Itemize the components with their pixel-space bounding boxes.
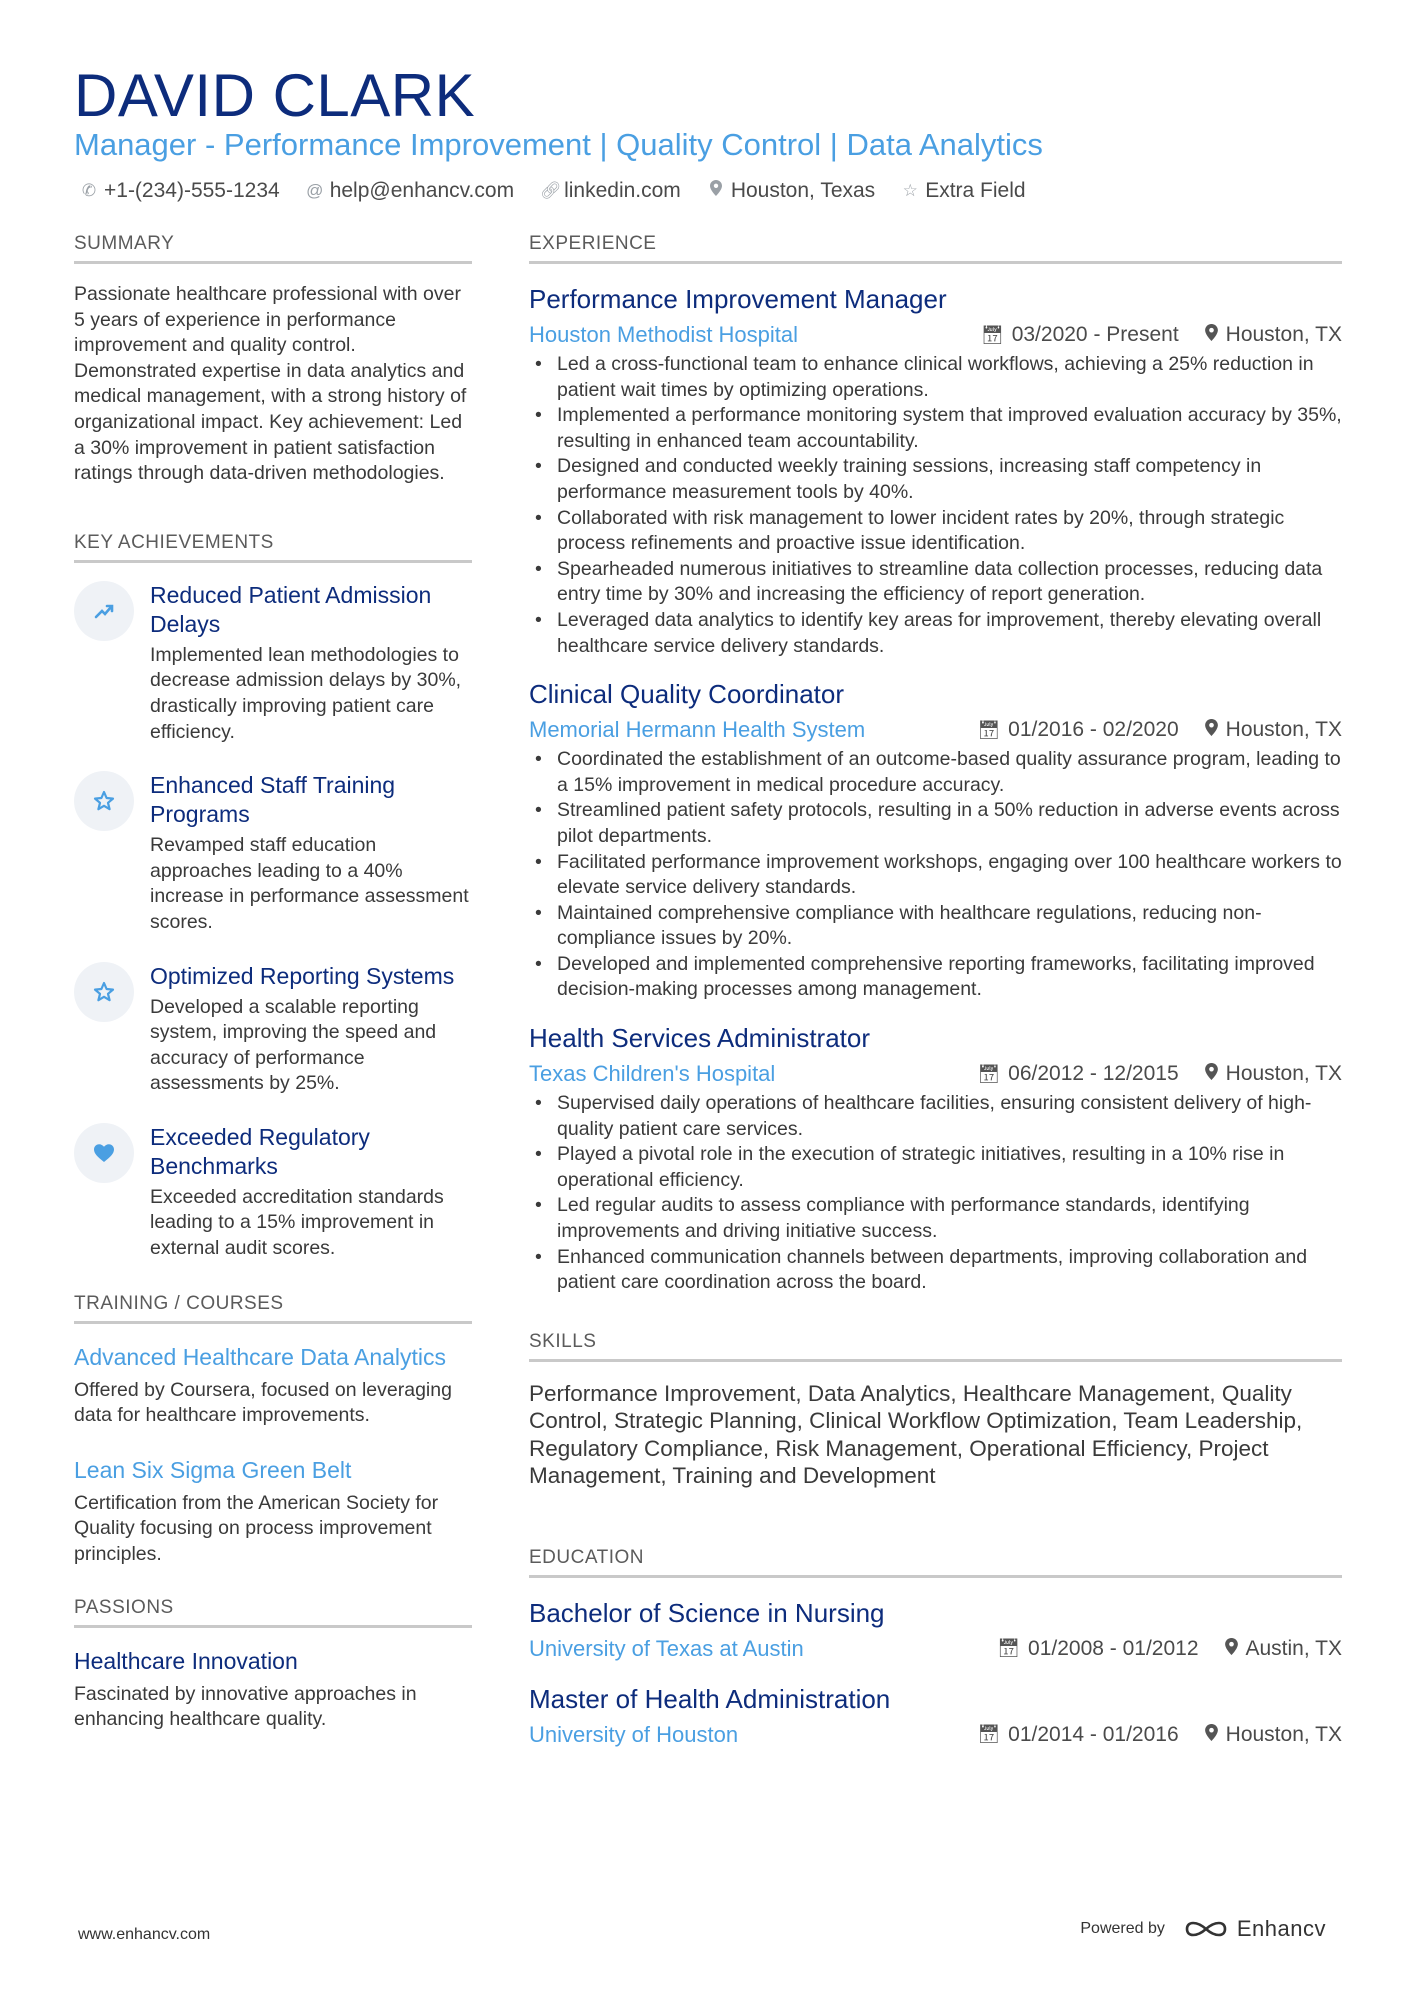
training-section <box>74 1292 472 1568</box>
job-dates: 01/2016 - 02/2020 <box>1008 718 1179 742</box>
job-company: Texas Children's Hospital <box>529 1061 776 1087</box>
location-pin-icon <box>1205 324 1218 346</box>
job-title: Health Services Administrator <box>529 1023 871 1054</box>
edu-dates: 01/2008 - 01/2012 <box>1028 1636 1199 1660</box>
footer-branding <box>1080 1916 1326 1942</box>
location-pin-icon <box>1205 1063 1218 1085</box>
bullet-item: • Designed and conducted weekly training sessions, increasing staff competency in performance measurement tools by 40%. <box>557 454 1342 505</box>
achievements-heading: KEY ACHIEVEMENTS <box>74 531 472 563</box>
bullet-item: • Facilitated performance improvement workshops, engaging over 100 healthcare workers to elevate service delivery standards. <box>557 850 1342 901</box>
bullet-item: • Developed and implemented comprehensive reporting frameworks, facilitating improved decision-making processes among management. <box>557 952 1342 1003</box>
bullet-item: • Leveraged data analytics to identify key areas for improvement, thereby elevating overall healthcare service delivery standards. <box>557 608 1342 659</box>
achievement-title: Enhanced Staff Training Programs <box>150 772 396 828</box>
bullet-item: • Spearheaded numerous initiatives to streamline data collection processes, reducing data entry time by 30% and increasing the efficiency of report generation. <box>557 557 1342 608</box>
job-dates: 06/2012 - 12/2015 <box>1008 1062 1179 1086</box>
contact-email[interactable]: @ help@enhancv.com <box>306 176 514 206</box>
infinity-logo-icon <box>1183 1917 1229 1941</box>
location-pin-icon <box>1205 1724 1218 1746</box>
job-bullets <box>529 1091 1342 1296</box>
passion-text: Fascinated by innovative approaches in enhancing healthcare quality. <box>74 1682 417 1731</box>
job-entry <box>529 677 1342 1003</box>
heart-icon <box>74 1123 134 1183</box>
summary-section <box>74 232 472 487</box>
calendar-icon: 📅︎ <box>977 1063 1001 1084</box>
bullet-item: • Supervised daily operations of healthcare facilities, ensuring consistent delivery of high-quality patient care services. <box>557 1091 1342 1142</box>
skills-heading: SKILLS <box>529 1330 1342 1362</box>
job-location: Houston, TX <box>1225 1062 1342 1086</box>
summary-heading: SUMMARY <box>74 232 472 264</box>
education-heading: EDUCATION <box>529 1546 1342 1578</box>
course-item <box>74 1342 472 1429</box>
achievement-item <box>74 581 472 745</box>
achievements-section <box>74 531 472 1262</box>
link-icon: 🔗︎ <box>540 181 562 200</box>
training-heading: TRAINING / COURSES <box>74 1292 472 1324</box>
contact-bar <box>80 176 1026 206</box>
course-title: Advanced Healthcare Data Analytics <box>74 1343 447 1370</box>
bullet-item: • Streamlined patient safety protocols, resulting in a 50% reduction in adverse events across pilot departments. <box>557 798 1342 849</box>
course-item <box>74 1455 472 1568</box>
star-icon <box>74 771 134 831</box>
location-pin-icon <box>1205 719 1218 741</box>
phone-icon: ✆ <box>81 181 97 200</box>
bullet-item: • Played a pivotal role in the execution of strategic initiatives, resulting in a 10% rise in operational efficiency. <box>557 1142 1342 1193</box>
job-title: Performance Improvement Manager <box>529 284 947 314</box>
experience-section <box>529 232 1342 1296</box>
contact-phone[interactable]: ✆ +1-(234)-555-1234 <box>80 176 280 206</box>
passion-title: Healthcare Innovation <box>74 1647 298 1674</box>
achievement-title: Exceeded Regulatory Benchmarks <box>150 1123 370 1179</box>
bullet-item: • Coordinated the establishment of an outcome-based quality assurance program, leading to a 15% improvement in medical procedure accuracy. <box>557 747 1342 798</box>
course-text: Certification from the American Society for Quality focusing on process improvement principles. <box>74 1491 439 1566</box>
bullet-item: • Implemented a performance monitoring system that improved evaluation accuracy by 35%, resulting in enhanced team accountability. <box>557 403 1342 454</box>
achievement-title: Reduced Patient Admission Delays <box>150 581 432 637</box>
job-entry <box>529 282 1342 659</box>
location-pin-icon <box>1225 1638 1238 1660</box>
degree-title: Master of Health Administration <box>529 1683 891 1714</box>
calendar-icon: 📅︎ <box>977 719 1001 740</box>
passions-section <box>74 1596 472 1733</box>
course-title: Lean Six Sigma Green Belt <box>74 1456 352 1483</box>
job-entry <box>529 1021 1342 1296</box>
contact-extra: ☆ Extra Field <box>901 176 1025 206</box>
bullet-item: • Led regular audits to assess compliance with performance standards, identifying improvements and driving initiative success. <box>557 1193 1342 1244</box>
edu-location: Austin, TX <box>1245 1636 1342 1660</box>
job-location: Houston, TX <box>1225 718 1342 742</box>
star-outline-icon: ☆ <box>902 181 918 200</box>
star-icon <box>74 962 134 1022</box>
experience-heading: EXPERIENCE <box>529 232 1342 264</box>
calendar-icon: 📅︎ <box>980 324 1004 345</box>
passions-heading: PASSIONS <box>74 1596 472 1628</box>
contact-linkedin[interactable]: 🔗︎ linkedin.com <box>540 176 681 206</box>
edu-location: Houston, TX <box>1225 1722 1342 1746</box>
achievement-title: Optimized Reporting Systems <box>150 962 455 989</box>
education-entry <box>529 1682 1342 1752</box>
school-name: University of Texas at Austin <box>529 1635 804 1661</box>
bullet-item: • Led a cross-functional team to enhance clinical workflows, achieving a 25% reduction in patient wait times by optimizing operations. <box>557 352 1342 403</box>
candidate-name: DAVID CLARK <box>74 62 476 129</box>
degree-title: Bachelor of Science in Nursing <box>529 1597 885 1628</box>
job-location: Houston, TX <box>1225 323 1342 346</box>
edu-dates: 01/2014 - 01/2016 <box>1008 1722 1179 1746</box>
bullet-item: • Collaborated with risk management to lower incident rates by 20%, through strategic process refinements and proactive issue identification. <box>557 506 1342 557</box>
powered-by-label: Powered by <box>1080 1920 1165 1937</box>
bullet-item: • Maintained comprehensive compliance with healthcare regulations, reducing non-compliance issues by 20%. <box>557 901 1342 952</box>
education-entry <box>529 1596 1342 1666</box>
left-column <box>74 232 472 1733</box>
job-dates: 03/2020 - Present <box>1011 323 1179 346</box>
course-text: Offered by Coursera, focused on leveraging data for healthcare improvements. <box>74 1378 452 1427</box>
location-pin-icon <box>707 176 725 206</box>
bullet-item: • Enhanced communication channels between departments, improving collaboration and patient care coordination across the board. <box>557 1245 1342 1296</box>
calendar-icon: 📅︎ <box>997 1638 1021 1659</box>
achievement-text: Exceeded accreditation standards leading to a 15% improvement in external audit scores. <box>150 1185 444 1260</box>
at-icon: @ <box>306 181 324 200</box>
skills-section <box>529 1330 1342 1490</box>
calendar-icon: 📅︎ <box>977 1724 1001 1745</box>
job-company: Memorial Hermann Health System <box>529 717 866 743</box>
job-company: Houston Methodist Hospital <box>529 322 799 347</box>
education-section <box>529 1546 1342 1752</box>
school-name: University of Houston <box>529 1721 739 1747</box>
candidate-tagline: Manager - Performance Improvement | Quality Control | Data Analytics <box>74 127 1043 162</box>
achievement-item <box>74 771 472 935</box>
footer-website[interactable]: www.enhancv.com <box>78 1926 211 1943</box>
enhancv-logo[interactable]: Enhancv <box>1183 1916 1326 1942</box>
job-bullets <box>529 747 1342 1003</box>
right-column <box>529 232 1342 1768</box>
summary-text: Passionate healthcare professional with over 5 years of experience in performance improvement and quality control. Demonstrated expertise in data analytics and medical management, with a strong history of organizational impact. Key achievement: Led a 30% improvement in patient satisfaction ratings through data-driven methodologies. <box>74 283 467 485</box>
trend-icon <box>74 581 134 641</box>
achievement-item <box>74 962 472 1097</box>
achievement-text: Developed a scalable reporting system, improving the speed and accuracy of performance assessments by 25%. <box>150 995 437 1095</box>
achievement-text: Implemented lean methodologies to decrease admission delays by 30%, drastically improving patient care efficiency. <box>150 643 462 743</box>
job-title: Clinical Quality Coordinator <box>529 679 845 710</box>
job-bullets <box>529 352 1342 659</box>
achievement-text: Revamped staff education approaches leading to a 40% increase in performance assessment scores. <box>150 834 469 933</box>
contact-location: Houston, Texas <box>707 176 875 206</box>
skills-text: Performance Improvement, Data Analytics, Healthcare Management, Quality Control, Strategic Planning, Clinical Workflow Optimization, Team Leadership, Regulatory Compliance, Risk Management, Operational Efficiency, Project Management, Training and Development <box>529 1380 1303 1489</box>
achievement-item <box>74 1123 472 1262</box>
